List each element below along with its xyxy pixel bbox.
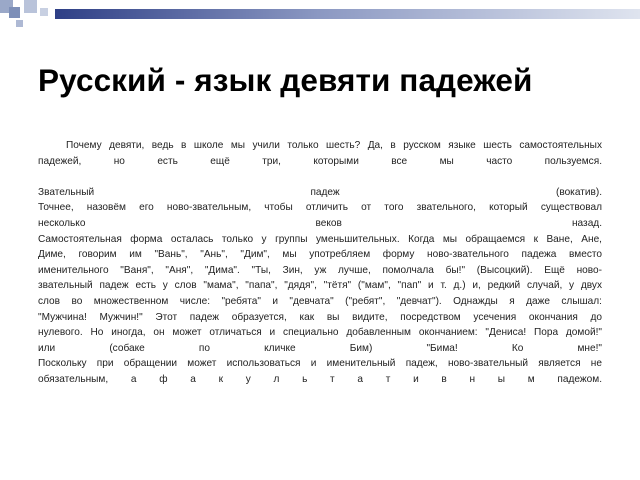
text-line: слов во множественном числе: "ребята" и "девчата" ("ребят", "девчат"). Однажды я даже слышал: (38, 295, 602, 307)
text-line: звательный падеж есть у слов "мама", "папа", "дядя", "тётя" ("мам", "пап" и т. д.) и, редкий случай, у двух (38, 280, 602, 292)
header-gradient-bar (55, 9, 640, 19)
paragraph-gap (38, 169, 602, 185)
text-line: несколько веков назад. (38, 217, 602, 229)
text-line: "Мужчина! Мужчин!" Этот падеж образуется, как вы видите, посредством усечения окончания до (38, 311, 602, 323)
decorative-square (24, 0, 37, 13)
text-line: или (собаке по кличке Бим) "Бима! Ко мне!" (38, 342, 602, 354)
decorative-square (16, 20, 23, 27)
text-line: падежей, но есть ещё три, которыми все мы часто пользуемся. (38, 155, 602, 167)
text-line: Диме, говорим им "Вань", "Ань", "Дим", мы употребляем форму ново-звательного падежа вместо (38, 249, 602, 261)
decorative-square (9, 7, 20, 18)
text-line: Звательный падеж (вокатив). (38, 186, 602, 198)
text-line: Поскольку при обращении может использоваться и именительный падеж, ново-звательный является не (38, 358, 602, 370)
text-line: Самостоятельная форма осталась только у группы уменьшительных. Когда мы обращаемся к Ване, Ане, (38, 233, 602, 245)
text-line: нулевого. Но иногда, он может отличаться и специально добавленным окончанием: "Дениса! Пора домой!" (38, 327, 602, 339)
slide-title: Русский - язык девяти падежей (38, 62, 533, 98)
slide-body (38, 138, 602, 388)
text-line: Точнее, назовём его ново-звательным, чтобы отличить от того звательного, который существовал (38, 202, 602, 214)
text-line: Почему девяти, ведь в школе мы учили только шесть? Да, в русском языке шесть самостоятельных (66, 140, 602, 151)
decorative-square (40, 8, 48, 16)
text-line: именительного "Ваня", "Аня", "Дима". "Ты, Зин, уж лучше, помолчала бы!" (Высоцкий). Ещё ново- (38, 264, 602, 276)
text-line: обязательным, а ф а к у л ь т а т и в н ы м падежом. (38, 373, 602, 385)
